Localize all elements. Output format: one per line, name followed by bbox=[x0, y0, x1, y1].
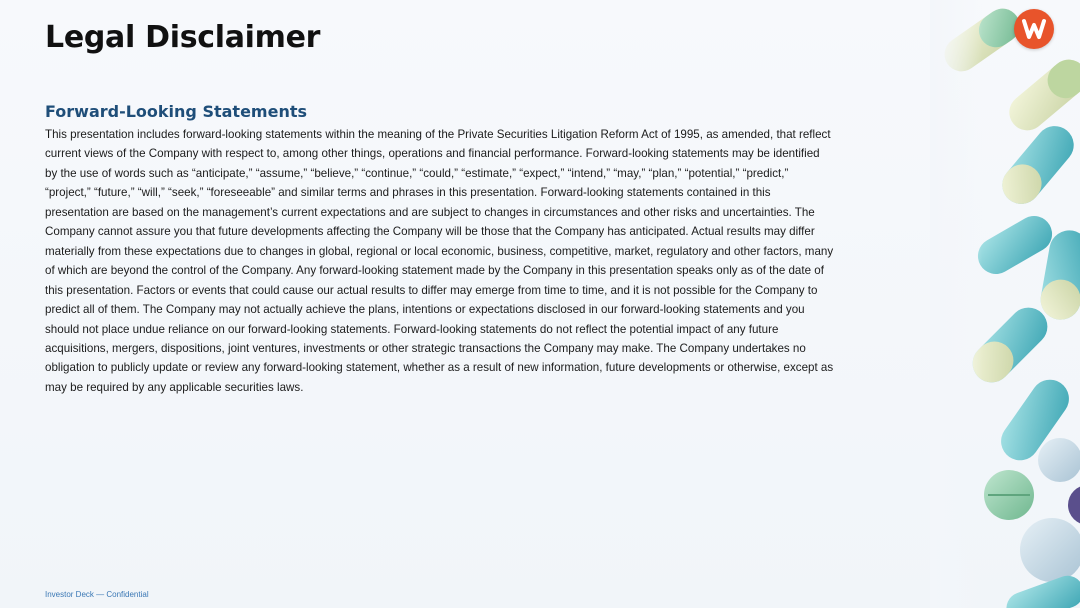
company-logo-icon bbox=[1014, 9, 1054, 49]
pills-capsules-illustration bbox=[930, 0, 1080, 608]
disclaimer-body: This presentation includes forward-looking statements within the meaning of the Private Securities Litigation Reform Act of 1995, as amended, that reflect current views of the Company with respect to, among other things, operations and financial performance. Forward-looking statements may be identified by the use of words such as “anticipate,” “assume,” “believe,” “continue,” “could,” “estimate,” “expect,” “intend,” “may,” “plan,” “potential,” “predict,” “project,” “future,” “will,” “seek,” “foreseeable” and similar terms and phrases in this presentation. Forward-looking statements contained in this presentation are based on the management’s current expectations and are subject to changes in circumstances and other risks and uncertainties. The Company cannot assure you that future developments affecting the Company will be those that the Company has anticipated. Actual results may differ materially from these expectations due to changes in global, regional or local economic, business, competitive, market, regulatory and other factors, many of which are beyond the control of the Company. Any forward-looking statement made by the Company in this presentation speaks only as of the date of this presentation. Factors or events that could cause our actual results to differ may emerge from time to time, and it is not possible for the Company to predict all of them. The Company may not actually achieve the plans, intentions or expectations disclosed in our forward-looking statements and you should not place undue reliance on our forward-looking statements. Forward-looking statements do not reflect the potential impact of any future acquisitions, mergers, dispositions, joint ventures, investments or other strategic transactions the Company may make. The Company undertakes no obligation to publicly update or review any forward-looking statement, whether as a result of new information, future developments or otherwise, except as may be required by any applicable securities laws. bbox=[45, 128, 834, 394]
slide-title: Legal Disclaimer bbox=[45, 20, 321, 55]
footer-text: Investor Deck — Confidential bbox=[45, 590, 149, 599]
section-heading: Forward-Looking Statements bbox=[45, 102, 307, 121]
